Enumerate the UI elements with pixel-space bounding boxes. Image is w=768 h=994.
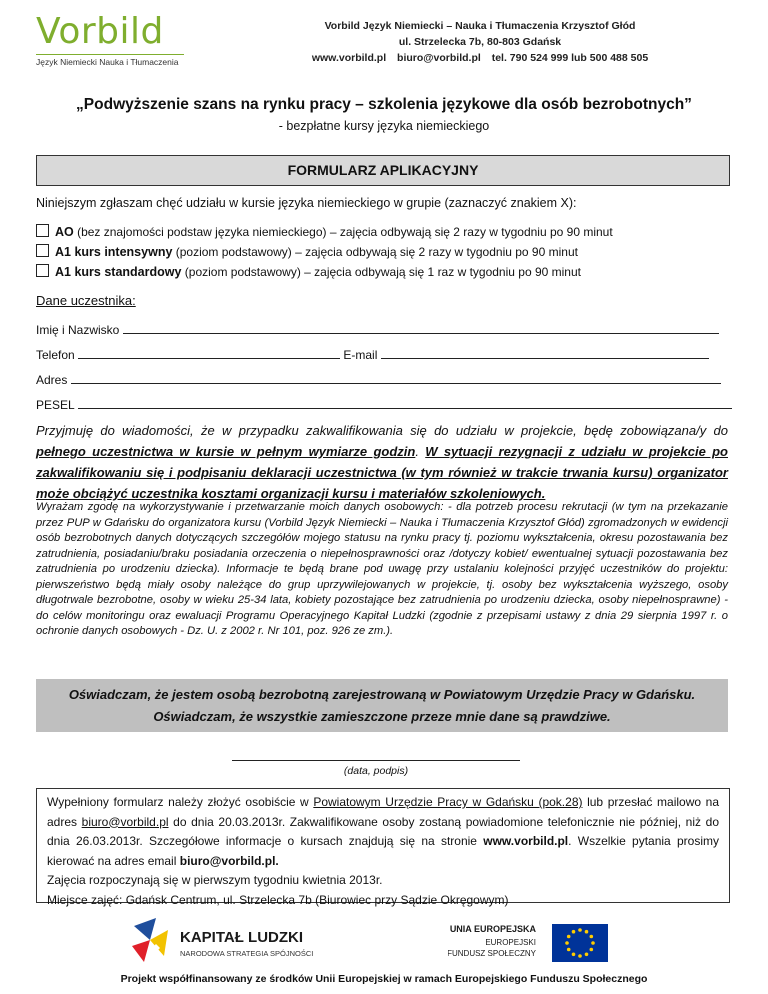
eu-logo [448, 918, 628, 970]
logo-text: Vorbild [36, 11, 164, 52]
location-text: Miejsce zajęć: Gdańsk Centrum, ul. Strzelecka 7b (Biurowiec przy Sądzie Okręgowym) [47, 892, 509, 907]
eu-flag-icon [448, 918, 628, 970]
email-link[interactable]: biuro@vorbild.pl [397, 52, 481, 64]
phone-email-field[interactable] [36, 347, 709, 362]
signature-label: (data, podpis) [343, 765, 409, 777]
company-header [250, 18, 710, 66]
eu-star [585, 930, 589, 934]
pesel-input-line[interactable] [78, 397, 732, 409]
kl-subtitle: NARODOWA STRATEGIA SPÓJNOŚCI [180, 949, 314, 958]
checkbox-ao[interactable] [36, 224, 49, 237]
document-subtitle: - bezpłatne kursy języka niemieckiego [278, 119, 490, 133]
declaration-text [36, 420, 728, 504]
statement-truthful: Oświadczam, że wszystkie zamieszczone przeze mnie dane są prawdziwe. [153, 709, 611, 724]
info-box [36, 788, 730, 907]
eu-title: UNIA EUROPEJSKA [449, 924, 536, 934]
option-a1-standard [36, 264, 581, 279]
email-input-line[interactable] [381, 347, 709, 359]
checkbox-a1-intensive[interactable] [36, 244, 49, 257]
start-date-text: Zajęcia rozpoczynają się w pierwszym tygodniu kwietnia 2013r. [47, 873, 383, 887]
eu-star [585, 953, 589, 957]
info-text: Wypełniony formularz należy złożyć osobiście w [47, 795, 314, 809]
eu-star [591, 941, 595, 945]
consent-text: Wyrażam zgodę na wykorzystywanie i przetwarzanie moich danych osobowych: - dla potrzeb procesu rekrutacji (w tym na przekazanie przez PUP w Gdańsku do organizatora kursu (Vorbild Język Niemiecki – Nauka i Tłumaczenia Krzysztof Głód) zgromadzonych w ewidencji osób bezrobotnych danych dotyczących szczegółów mojego statusu na rynku pracy tj. poziomu wykształcenia, okresu pozostawania bez zatrudnienia, posiadaniu/braku posiadania orzeczenia o niepełnosprawności oraz /dotyczy kobiet/ ewentualnej sytuacji pozostawania bez zatrudnienia po urodzeniu dziecka). Informacje te będą brane pod uwagę przy ustalaniu kolejności przyjęć uczestników do projektu: pierwszeństwo będą miały osoby należące do grup uprzywilejowanych w projekcie, tj. osoby bez wykształcenia wyższego, osoby długotrwale bezrobotne, osoby w wieku 25-34 lata, kobiety pozostające bez zatrudnienia po urodzeniu dziecka, osoby niepełnosprawne) - do celów monitoringu oraz ewaluacji Programu Operacyjnego Kapitał Ludzki (zgodnie z przepisami ustawy z dnia 29 sierpnia 1997 r. o ochronie danych osobowych - Dz. U. z 2002 r. Nr 101, poz. 926 ze zm.). [36, 501, 728, 637]
vorbild-logo [36, 11, 186, 68]
contact-line [250, 50, 710, 66]
address-input-line[interactable] [71, 372, 721, 384]
company-address: ul. Strzelecka 7b, 80-803 Gdańsk [398, 36, 562, 48]
website-link[interactable]: www.vorbild.pl [483, 834, 569, 848]
phone-label: Telefon [36, 348, 75, 362]
signature-line[interactable] [232, 760, 520, 761]
phone-text: tel. 790 524 999 lub 500 488 505 [491, 52, 649, 64]
statement-unemployed: Oświadczam, że jestem osobą bezrobotną zarejestrowaną w Powiatowym Urzędzie Pracy w Gdańsku. [68, 687, 696, 702]
name-input-line[interactable] [123, 322, 719, 334]
footer-text: Projekt współfinansowany ze środków Unii Europejskiej w ramach Europejskiego Funduszu Społecznego [120, 973, 648, 985]
kl-title: KAPITAŁ LUDZKI [180, 929, 304, 946]
document-title: „Podwyższenie szans na rynku pracy – szkolenia językowe dla osób bezrobotnych” [76, 96, 692, 113]
company-name: Vorbild Język Niemiecki – Nauka i Tłumaczenia Krzysztof Głód [324, 20, 636, 32]
eu-star [578, 954, 582, 958]
email-label: E-mail [343, 348, 378, 362]
eu-sub2: FUNDUSZ SPOŁECZNY [448, 949, 536, 958]
info-text: lub przesłać mailowo na adres [47, 795, 719, 829]
checkbox-a1-standard[interactable] [36, 264, 49, 277]
logo-subtitle: Język Niemiecki Nauka i Tłumaczenia [36, 54, 184, 67]
participant-heading: Dane uczestnika: [36, 293, 136, 308]
declaration-emphasis: W sytuacji rezygnacji z udziału w projekcie po zakwalifikowaniu się i podpisaniu deklaracji uczestnictwa (w tym również w trakcie trwania kursu) organizator może obciążyć uczestnika kosztami organizacji kursu i materiałów szkoleniowych. [36, 444, 728, 501]
declaration-part: . [415, 444, 426, 459]
eu-star [572, 953, 576, 957]
email-link[interactable]: biuro@vorbild.pl. [179, 853, 279, 868]
office-link[interactable]: Powiatowym Urzędzie Pracy w Gdańsku (pok.28) [313, 795, 583, 809]
kapital-ludzki-emblem-icon [128, 916, 328, 968]
eu-star [565, 941, 569, 945]
website-link[interactable]: www.vorbild.pl [311, 52, 387, 64]
kapital-ludzki-logo [128, 916, 328, 968]
eu-star [567, 935, 571, 939]
phone-input-line[interactable] [78, 347, 340, 359]
address-field[interactable] [36, 372, 721, 387]
eu-star [578, 928, 582, 932]
declaration-emphasis: pełnego uczestnictwa w kursie w pełnym wymiarze godzin [36, 444, 416, 459]
intro-text: Niniejszym zgłaszam chęć udziału w kursie języka niemieckiego w grupie (zaznaczyć znakiem X): [36, 196, 577, 210]
info-paragraph [47, 793, 719, 871]
option-name: AO [55, 225, 74, 239]
email-link[interactable]: biuro@vorbild.pl [81, 814, 169, 829]
address-label: Adres [36, 373, 68, 387]
option-name: A1 kurs intensywny [55, 245, 173, 259]
option-desc: (bez znajomości podstaw języka niemieckiego) – zajęcia odbywają się 2 razy w tygodniu po 90 minut [73, 225, 613, 239]
option-name: A1 kurs standardowy [55, 265, 182, 279]
info-text: do dnia 20.03.2013r. Zakwalifikowane osoby zostaną powiadomione telefonicznie nie później, niż do dnia 26.03.2013r. Szczegółowe informacje o kursach znajdują się na stronie [47, 814, 719, 848]
option-desc: (poziom podstawowy) – zajęcia odbywają się 1 raz w tygodniu po 90 minut [181, 265, 581, 279]
eu-star [590, 948, 594, 952]
eu-star [567, 948, 571, 952]
option-ao [36, 224, 613, 239]
option-desc: (poziom podstawowy) – zajęcia odbywają się 2 razy w tygodniu po 90 minut [172, 245, 578, 259]
eu-star [590, 935, 594, 939]
info-text: . Wszelkie pytania prosimy kierować na adres email [47, 834, 719, 868]
eu-star [572, 930, 576, 934]
declaration-part: Przyjmuję do wiadomości, że w przypadku zakwalifikowania się do udziału w projekcie, będę zobowiązana/y do [36, 423, 728, 438]
name-label: Imię i Nazwisko [36, 323, 120, 337]
eu-sub1: EUROPEJSKI [485, 938, 536, 947]
form-heading: FORMULARZ APLIKACYJNY [36, 155, 730, 186]
statements-box [36, 679, 728, 732]
option-a1-intensive [36, 244, 578, 259]
pesel-label: PESEL [36, 398, 75, 412]
name-field[interactable] [36, 322, 719, 337]
pesel-field[interactable] [36, 397, 732, 412]
